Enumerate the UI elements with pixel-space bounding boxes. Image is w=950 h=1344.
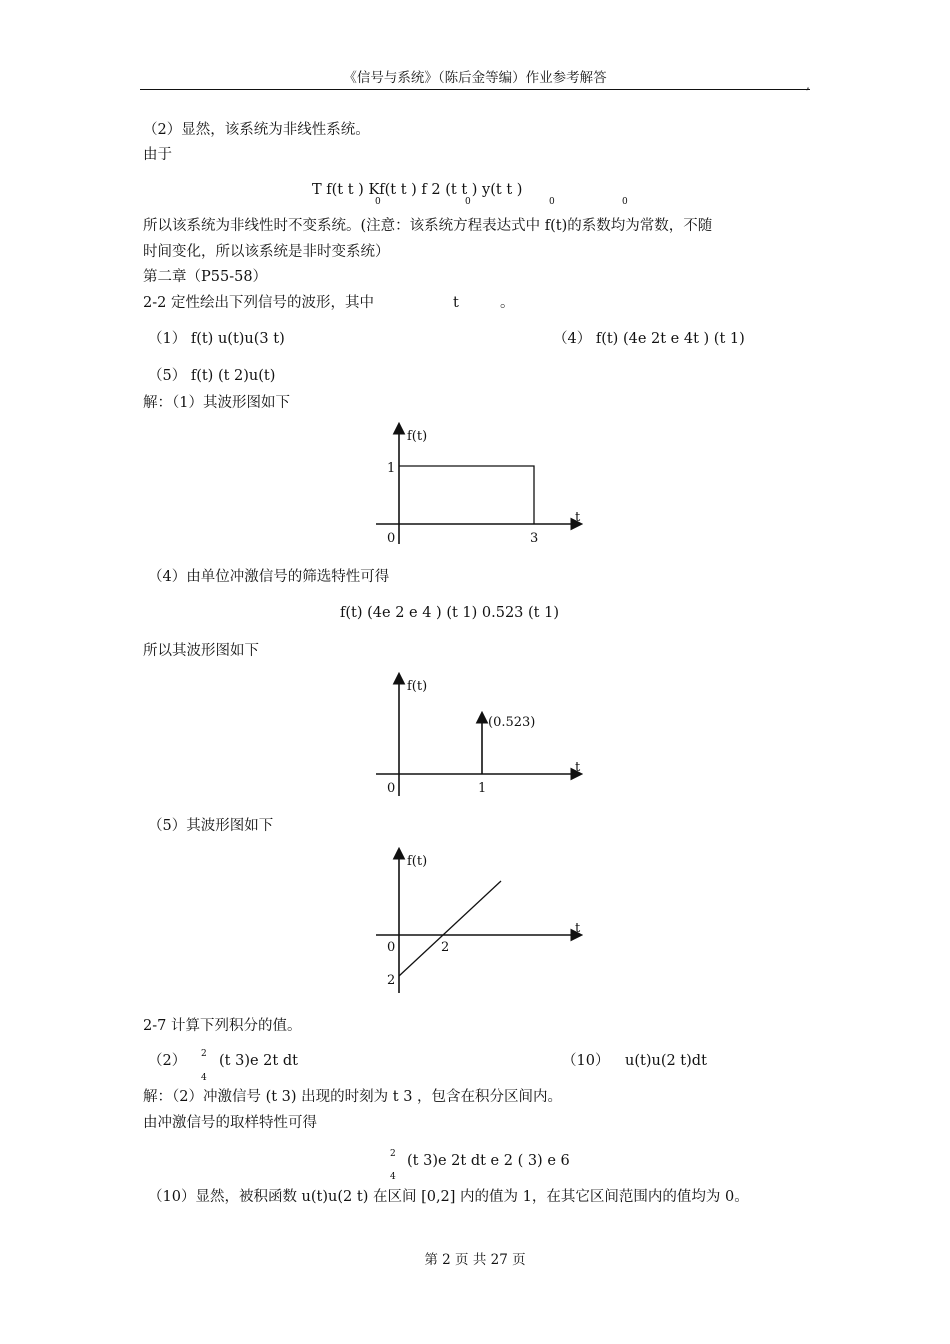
header-rule	[140, 89, 810, 90]
solution-10: （10）显然，被积函数 u(t)u(2 t) 在区间 [0,2] 内的值为 1，在其它区间范围内的值均为 0。	[148, 1189, 749, 1205]
integral-2-expression: (t 3)e 2t dt	[219, 1053, 298, 1069]
origin-label: 0	[387, 531, 396, 546]
paragraph-conclusion-cont: 时间变化，所以该系统是非时变系统）	[143, 244, 390, 260]
integral-upper-limit: 2	[390, 1149, 396, 1159]
equation-sub: 0	[375, 197, 381, 207]
item-1: （1） f(t) u(t)u(3 t)	[148, 331, 285, 347]
solution-1: 解：（1）其波形图如下	[143, 395, 290, 411]
solution-4-waveform: 所以其波形图如下	[143, 643, 259, 659]
problem-2-2: 2-2 定性绘出下列信号的波形，其中	[143, 295, 374, 311]
header-mark: ,	[806, 78, 810, 92]
paragraph-nonlinear: （2）显然，该系统为非线性系统。	[143, 122, 370, 138]
origin-label: 0	[387, 940, 396, 955]
page-footer: 第 2 页 共 27 页	[424, 1252, 526, 1268]
ramp-line	[399, 881, 501, 976]
origin-label: 0	[387, 781, 396, 796]
equation-2-7: (t 3)e 2t dt e 2 ( 3) e 6	[407, 1153, 570, 1169]
paragraph-conclusion: 所以该系统为非线性时不变系统。(注意：该系统方程表达式中 f(t)的系数均为常数，不随	[143, 218, 713, 234]
integral-10-label: （10）	[562, 1053, 610, 1069]
problem-2-2-end: 。	[500, 295, 515, 311]
item-4: （4） f(t) (4e 2t e 4t ) (t 1)	[553, 331, 745, 347]
problem-2-7: 2-7 计算下列积分的值。	[143, 1018, 302, 1034]
item-5: （5） f(t) (t 2)u(t)	[148, 368, 276, 384]
integral-lower-limit: 4	[201, 1073, 207, 1083]
solution-5: （5）其波形图如下	[148, 818, 274, 834]
chapter-heading: 第二章（P55-58）	[143, 269, 268, 285]
figure-5-plot	[370, 845, 590, 995]
equation-4: f(t) (4e 2 e 4 ) (t 1) 0.523 (t 1)	[340, 605, 559, 621]
integral-upper-limit: 2	[201, 1049, 207, 1059]
x-axis-label: t	[575, 760, 581, 775]
solution-2-7: 解：（2）冲激信号 (t 3) 出现的时刻为 t 3 ，包含在积分区间内。	[143, 1089, 563, 1105]
equation-sub: 0	[622, 197, 628, 207]
equation-time-invariance: T f(t t ) Kf(t t ) f 2 (t t ) y(t t )	[312, 182, 523, 198]
equation-sub: 0	[549, 197, 555, 207]
y-axis-label: f(t)	[407, 854, 428, 869]
y-axis-label: f(t)	[407, 429, 428, 444]
paragraph-because: 由于	[143, 147, 172, 163]
solution-2-7-sampling: 由冲激信号的取样特性可得	[143, 1115, 317, 1131]
equation-sub: 0	[465, 197, 471, 207]
problem-2-2-var: t	[453, 295, 459, 311]
x-axis-label: t	[575, 921, 581, 936]
impulse-strength-label: (0.523)	[488, 715, 536, 730]
integral-2-label: （2）	[148, 1053, 187, 1069]
x-tick-label: 2	[441, 940, 450, 955]
y-axis-label: f(t)	[407, 679, 428, 694]
x-tick-label: 1	[478, 781, 487, 796]
rect-pulse	[399, 466, 534, 524]
x-axis-label: t	[575, 510, 581, 525]
figure-1-plot	[370, 420, 590, 550]
figure-4-plot	[370, 670, 590, 800]
integral-lower-limit: 4	[390, 1172, 396, 1182]
integral-10-expression: u(t)u(2 t)dt	[625, 1053, 707, 1069]
x-tick-label: 3	[530, 531, 539, 546]
y-tick-label: 2	[387, 973, 396, 988]
y-tick-label: 1	[387, 461, 396, 476]
solution-4: （4）由单位冲激信号的筛选特性可得	[148, 569, 390, 585]
page-header-title: 《信号与系统》（陈后金等编）作业参考解答	[343, 70, 607, 86]
